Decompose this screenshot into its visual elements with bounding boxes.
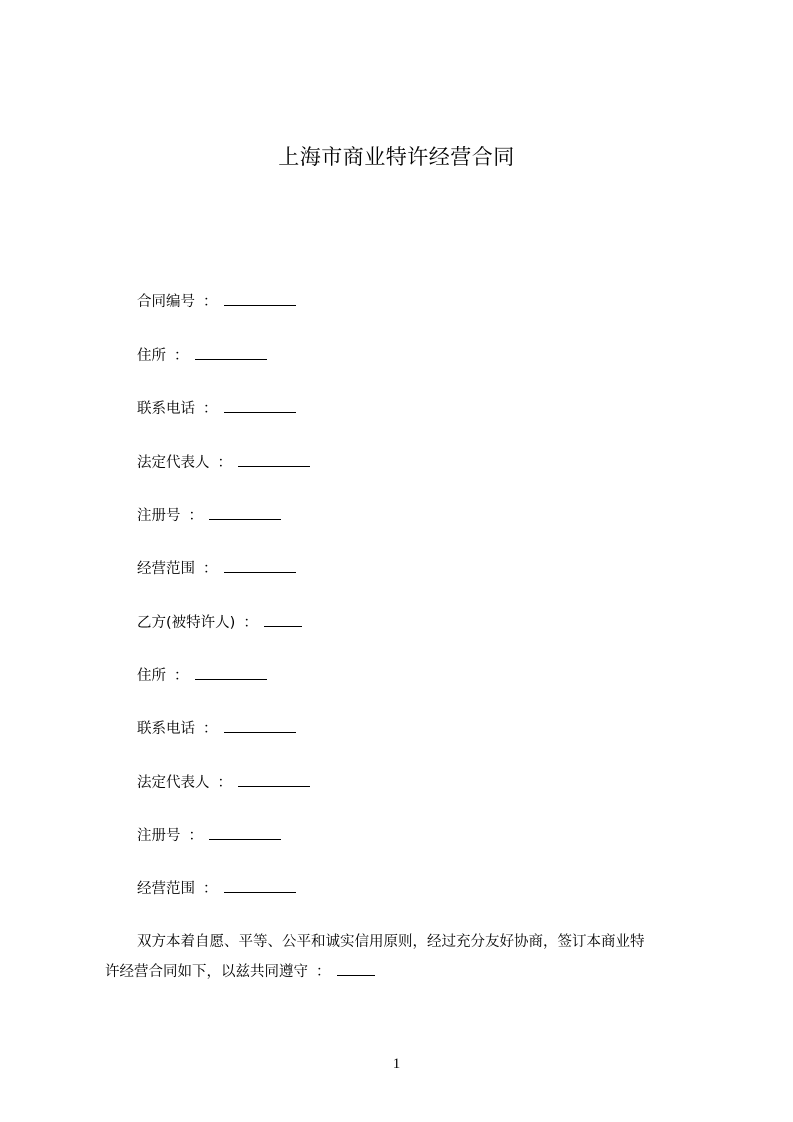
- field-label: 合同编号: [137, 294, 195, 310]
- field-label: 住所: [137, 348, 166, 364]
- field-colon: ：: [188, 828, 203, 844]
- field-blank: [209, 825, 281, 840]
- field-label: 联系电话: [137, 721, 195, 737]
- field-phone: [137, 398, 296, 419]
- agreement-paragraph: [105, 927, 705, 987]
- page-number: 1: [392, 1056, 401, 1072]
- field-blank: [195, 345, 267, 360]
- field-colon: ：: [243, 615, 258, 631]
- field-colon: ：: [174, 668, 189, 684]
- field-blank: [238, 772, 310, 787]
- field-blank: [209, 505, 281, 520]
- field-blank: [224, 718, 296, 733]
- field-blank: [224, 398, 296, 413]
- field-label: 经营范围: [137, 561, 195, 577]
- field-colon: ：: [217, 455, 232, 471]
- field-blank: [264, 612, 302, 627]
- field-blank: [224, 291, 296, 306]
- field-business-scope-b: [137, 878, 296, 899]
- paragraph-line-2: [105, 957, 705, 987]
- field-contract-number: [137, 291, 296, 312]
- field-label: 乙方(被特许人): [137, 615, 236, 631]
- field-colon: ：: [203, 401, 218, 417]
- field-colon: ：: [203, 294, 218, 310]
- field-phone-b: [137, 718, 296, 739]
- field-blank: [224, 878, 296, 893]
- field-label: 法定代表人: [137, 775, 210, 791]
- field-colon: ：: [203, 721, 218, 737]
- field-label: 经营范围: [137, 881, 195, 897]
- field-blank: [224, 558, 296, 573]
- field-legal-representative-b: [137, 772, 310, 793]
- paragraph-text-2: 许经营合同如下，以兹共同遵守: [105, 964, 308, 980]
- paragraph-blank: [337, 961, 375, 976]
- field-colon: ：: [188, 508, 203, 524]
- paragraph-line-1: [105, 927, 705, 957]
- field-address-b: [137, 665, 267, 686]
- field-colon: ：: [203, 561, 218, 577]
- field-registration-number-b: [137, 825, 281, 846]
- field-party-b: [137, 612, 302, 633]
- field-label: 法定代表人: [137, 455, 210, 471]
- paragraph-colon: ：: [316, 964, 331, 980]
- field-registration-number: [137, 505, 281, 526]
- field-label: 住所: [137, 668, 166, 684]
- field-colon: ：: [174, 348, 189, 364]
- field-business-scope: [137, 558, 296, 579]
- field-blank: [238, 452, 310, 467]
- field-label: 注册号: [137, 828, 181, 844]
- field-address: [137, 345, 267, 366]
- field-label: 联系电话: [137, 401, 195, 417]
- field-blank: [195, 665, 267, 680]
- field-colon: ：: [217, 775, 232, 791]
- field-legal-representative: [137, 452, 310, 473]
- page-title: 上海市商业特许经营合同: [278, 145, 515, 169]
- paragraph-text-1: 双方本着自愿、平等、公平和诚实信用原则，经过充分友好协商，签订本商业特: [137, 934, 645, 950]
- field-colon: ：: [203, 881, 218, 897]
- field-label: 注册号: [137, 508, 181, 524]
